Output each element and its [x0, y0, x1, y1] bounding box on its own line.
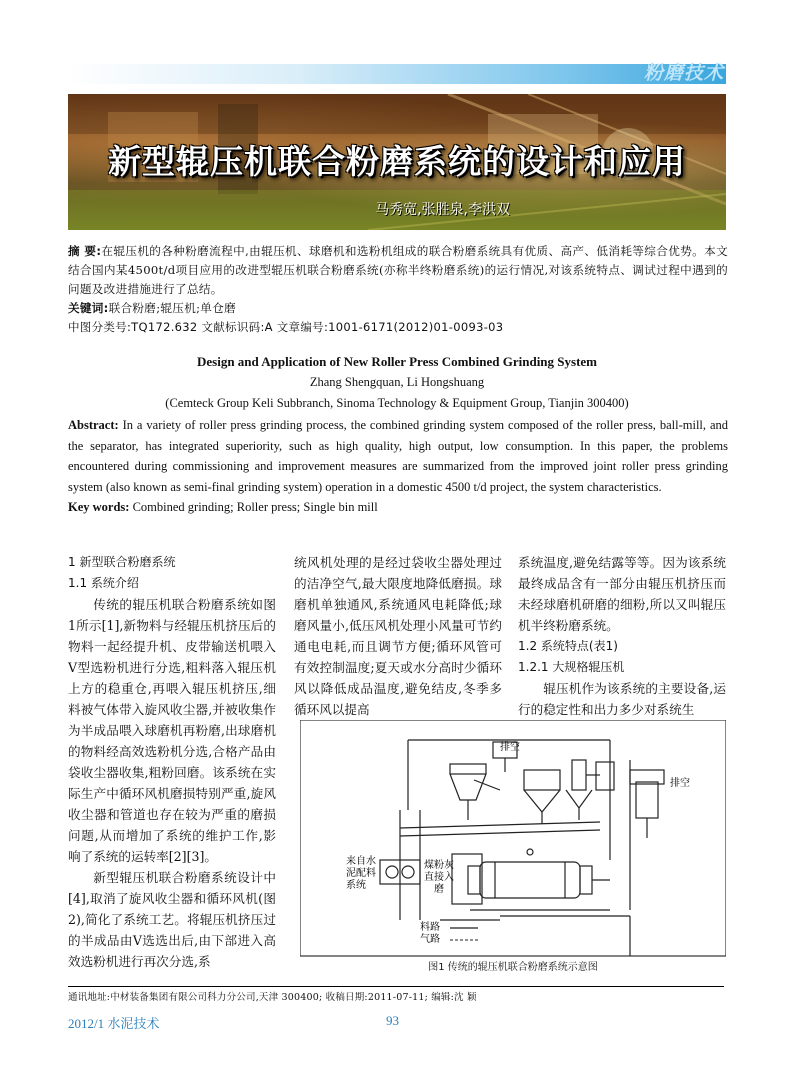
english-title: Design and Application of New Roller Press Combined Grinding System — [196, 354, 598, 369]
section-heading-1: 1 新型联合粉磨系统 — [68, 555, 176, 569]
chinese-abstract — [68, 242, 728, 337]
paragraph-4: 系统温度,避免结露等等。因为该系统最终成品含有一部分由辊压机挤压而未经球磨机研磨的细粉,所以又叫辊压机半终粉磨系统。 — [518, 555, 726, 633]
paragraph-2: 新型辊压机联合粉磨系统设计中[4],取消了旋风收尘器和循环风机(图2),简化了系统工艺。将辊压机挤压过的半成品由V选选出后,由下部进入高效选粉机进行再次分选,系 — [68, 870, 276, 969]
footnote-rule — [68, 986, 724, 987]
figure-caption: 图1 传统的辊压机联合粉磨系统示意图 — [428, 962, 598, 973]
section-heading-1-2-1: 1.2.1 大规格辊压机 — [518, 660, 625, 674]
en-abstract-label: Abstract: — [68, 418, 119, 432]
paragraph-3: 统风机处理的是经过袋收尘器处理过的洁净空气,最大限度地降低磨损。球磨机单独通风,系统通风电耗降低;球磨风量小,低压风机处理小风量可节约通电电耗,而且调节方便;循环风管可有效控制温度;夏天或水分高时少循环风以降低成品温度,避免结皮,冬季多循环风以提高 — [294, 555, 502, 717]
paragraph-5: 辊压机作为该系统的主要设备,运行的稳定性和出力多少对系统生 — [518, 681, 726, 717]
abstract-label: 摘 要: — [68, 244, 102, 258]
abstract-text: 在辊压机的各种粉磨流程中,由辊压机、球磨机和选粉机组成的联合粉磨系统具有优质、高产、低消耗等综合优势。本文结合国内某4500t/d项目应用的改进型辊压机联合粉磨系统(亦称半终粉磨系统)的运行情况,对该系统特点、调试过程中遇到的问题及改进措施进行了总结。 — [68, 244, 729, 296]
process-flow-diagram — [300, 720, 726, 958]
header-band — [68, 64, 726, 84]
section-tag: 粉磨技术 — [643, 62, 724, 84]
title-banner — [68, 94, 726, 230]
classification-line: 中图分类号:TQ172.632 文献标识码:A 文章编号:1001-6171(2012)01-0093-03 — [68, 320, 504, 334]
page-number: 93 — [386, 1013, 399, 1028]
label-exhaust-2: 排空 — [670, 778, 690, 789]
label-feed-source: 来自水泥配料系统 — [346, 856, 376, 891]
section-heading-1-2: 1.2 系统特点(表1) — [518, 639, 618, 653]
keywords-text: 联合粉磨;辊压机;单仓磨 — [108, 301, 236, 315]
body-column-1 — [68, 552, 276, 972]
body-column-3 — [518, 552, 726, 720]
figure-1 — [300, 720, 726, 978]
body-column-2 — [294, 552, 502, 720]
article-title: 新型辊压机联合粉磨系统的设计和应用 — [108, 142, 686, 181]
english-abstract — [68, 415, 728, 518]
paragraph-1: 传统的辊压机联合粉磨系统如图1所示[1],新物料与经辊压机挤压后的物料一起经提升机、皮带输送机喂入V型选粉机进行分选,粗料落入辊压机上方的稳重仓,再喂入辊压机挤压,细料被气体带入旋风收尘器,并被收集作为半成品喂入球磨机再粉磨,出球磨机的物料经高效选粉机分选,合格产品由袋收尘器收集,粗粉回磨。该系统在实际生产中循环风机磨损特别严重,旋风收尘器和管道也存在较为严重的磨损问题,从而增加了系统的维护工作,影响了系统的运转率[2][3]。 — [68, 597, 276, 864]
article-authors: 马秀宽,张胜泉,李洪双 — [375, 202, 510, 218]
journal-footer: 2012/1 水泥技术 — [68, 1016, 160, 1031]
label-coal-ash: 煤粉灰直接入磨 — [424, 860, 454, 895]
label-material-path: 料路 — [420, 922, 440, 933]
section-heading-1-1: 1.1 系统介绍 — [68, 576, 139, 590]
en-keywords-text: Combined grinding; Roller press; Single bin mill — [129, 500, 378, 515]
english-authors: Zhang Shengquan, Li Hongshuang — [309, 375, 485, 389]
en-keywords-label: Key words: — [68, 500, 130, 515]
label-air-path: 气路 — [420, 934, 440, 945]
english-affiliation: (Cemteck Group Keli Subbranch, Sinoma Technology & Equipment Group, Tianjin 300400) — [165, 396, 629, 410]
en-abstract-text: In a variety of roller press grinding process, the combined grinding system composed of the roller press, ball-mill, and the separator, has integrated superiority, such as high quality, high output, low consumption. In this paper, the problems encountered during commissioning and improvement measures are summarized from the improved joint roller press grinding system (also known as semi-final grinding system) operation in a domestic 4500 t/d project, the system characteristics. — [68, 418, 728, 494]
label-exhaust-1: 排空 — [500, 742, 520, 753]
keywords-label: 关键词: — [68, 301, 109, 315]
footnote: 通讯地址:中材装备集团有限公司科力分公司,天津 300400; 收稿日期:2011-07-11; 编辑:沈 颖 — [68, 992, 477, 1003]
